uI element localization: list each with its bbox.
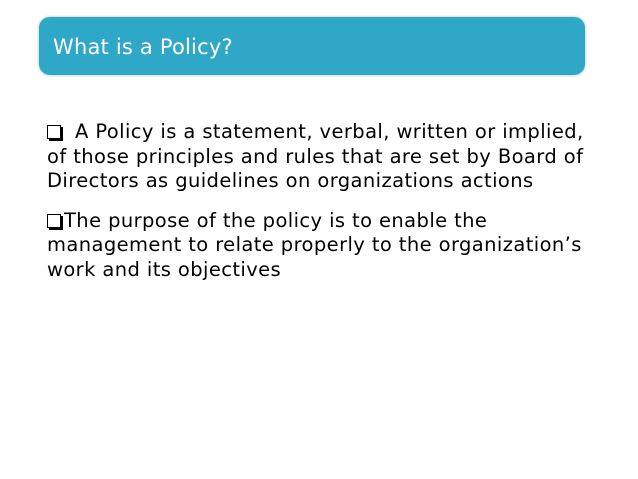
bullet-list	[47, 120, 607, 297]
slide-title: What is a Policy?	[53, 35, 233, 59]
bullet-text: A Policy is a statement, verbal, written or implied, of those principles and rules that are set by Board of Directors as guidelines on organizations actions	[47, 120, 584, 192]
checkbox-bullet-icon	[47, 125, 61, 139]
bullet-item	[47, 209, 607, 283]
bullet-text: The purpose of the policy is to enable the management to relate properly to the organization’s work and its objectives	[47, 208, 582, 281]
checkbox-bullet-icon	[47, 214, 61, 228]
title-bar	[38, 16, 586, 76]
bullet-item	[47, 120, 607, 194]
